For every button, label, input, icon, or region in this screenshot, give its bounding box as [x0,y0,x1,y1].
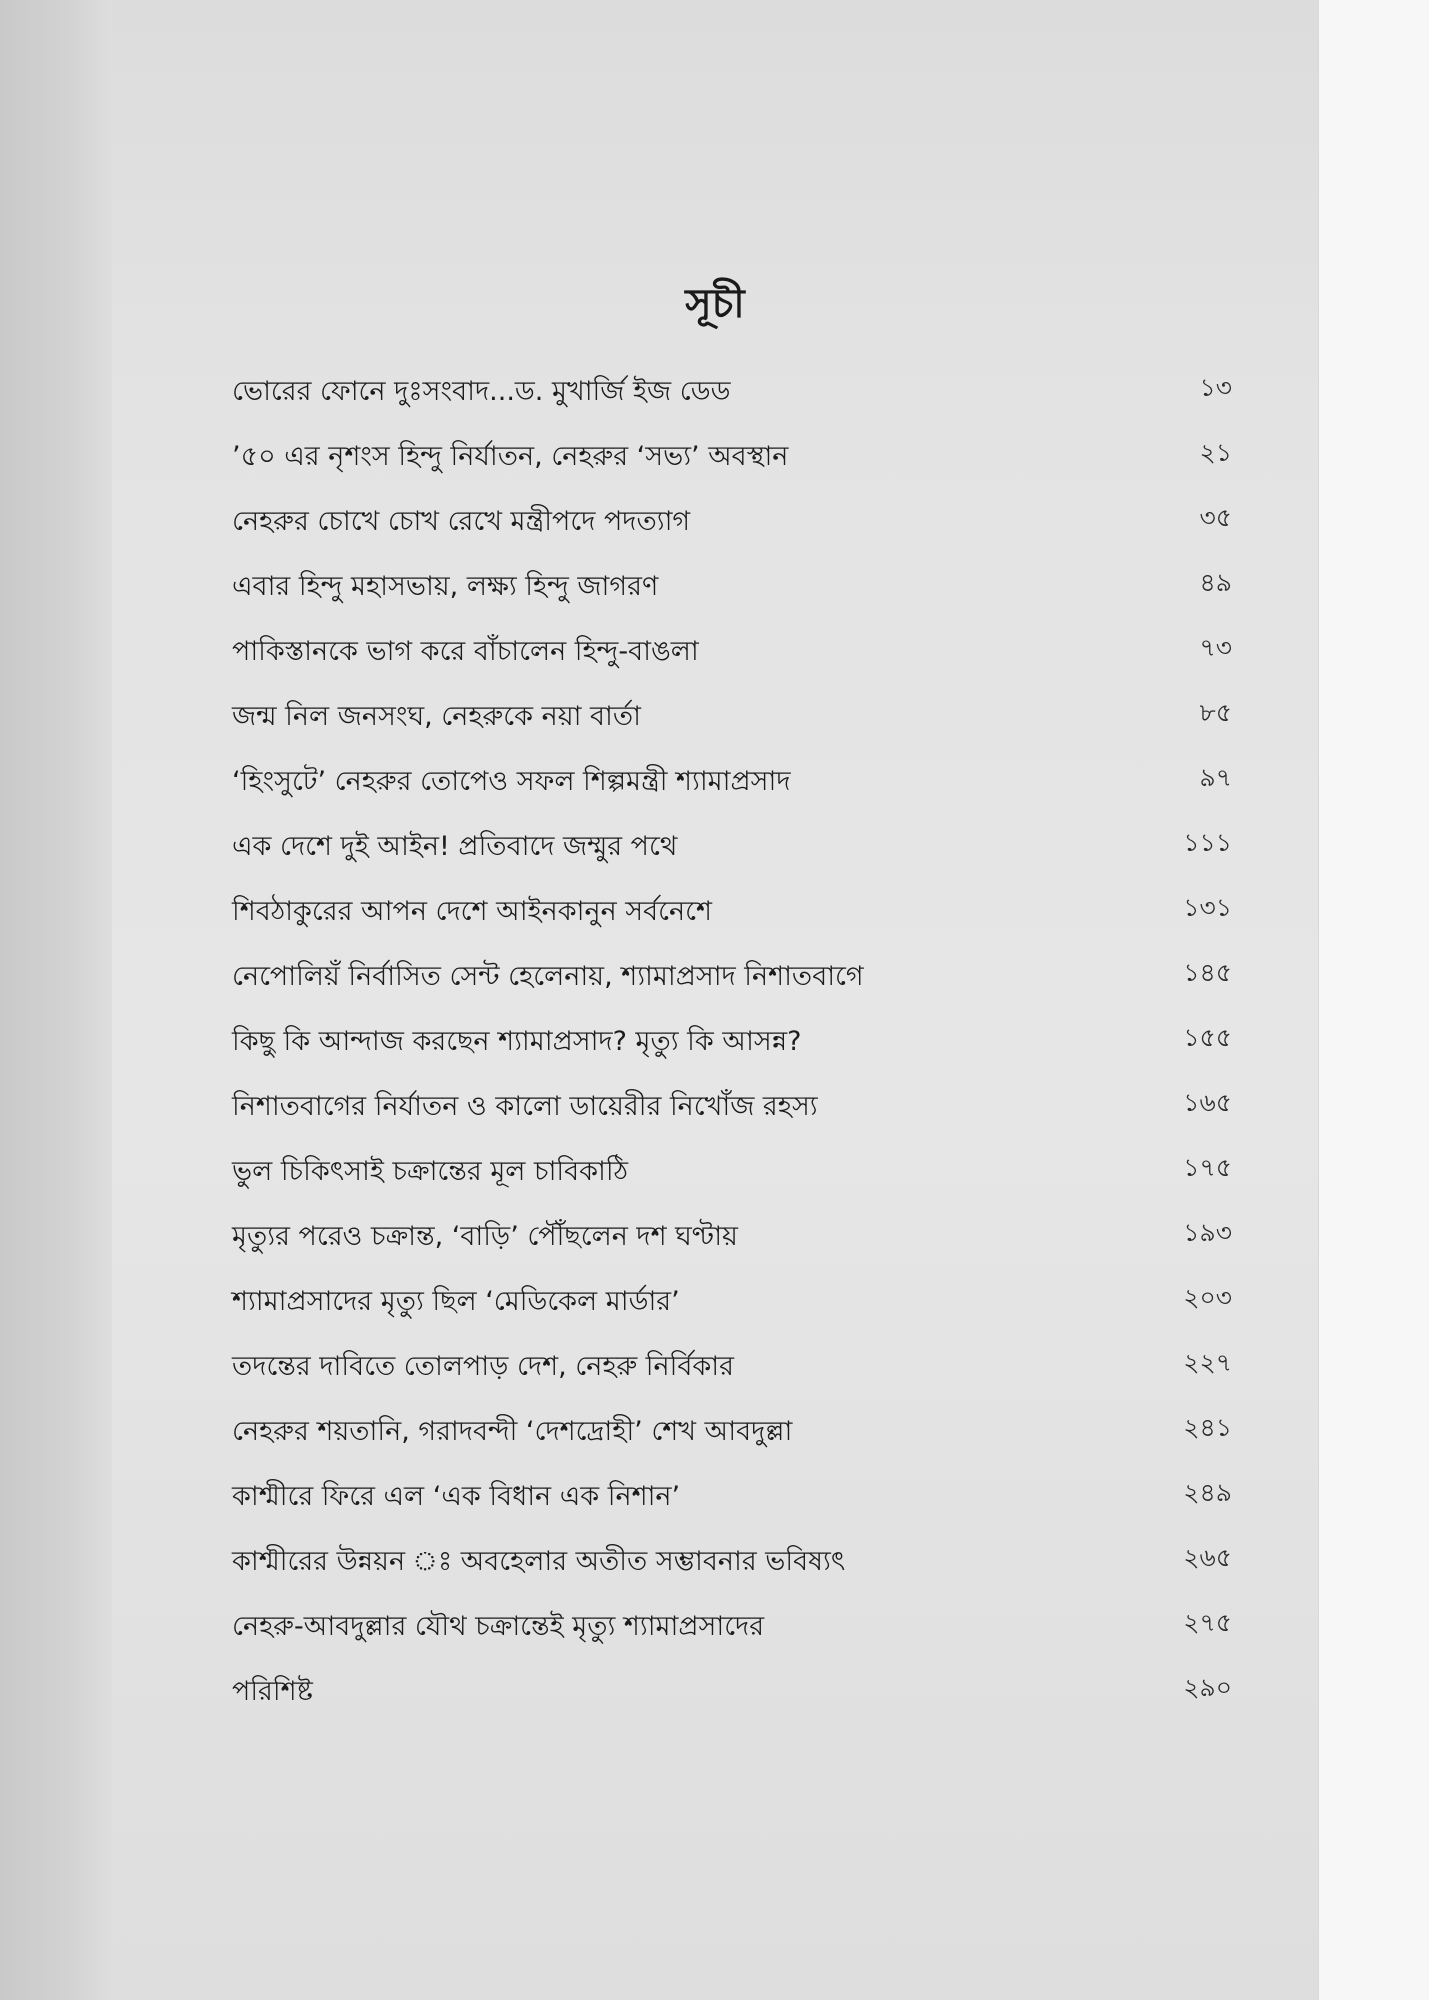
book-page [112,0,1318,2000]
toc-entry [232,567,1232,632]
toc-entry-title: ভোরের ফোনে দুঃসংবাদ...ড. মুখার্জি ইজ ডেড [232,376,731,407]
toc-entry [232,1217,1232,1282]
page-gutter-shadow [0,0,112,2000]
toc-entry-page: ২৯০ [1183,1673,1232,1702]
toc-entry-title: ‘হিংসুটে’ নেহরুর তোপেও সফল শিল্পমন্ত্রী শ্যামাপ্রসাদ [232,766,791,797]
toc-entry-title: ভুল চিকিৎসাই চক্রান্তের মূল চাবিকাঠি [232,1156,629,1187]
toc-entry [232,827,1232,892]
toc-entry-page: ৭৩ [1199,633,1232,662]
toc-entry-title: নেহরুর চোখে চোখ রেখে মন্ত্রীপদে পদত্যাগ [232,506,691,537]
toc-entry [232,697,1232,762]
toc-entry-page: ৩৫ [1199,503,1232,532]
toc-entry-page: ১৬৫ [1183,1088,1232,1117]
toc-entry [232,372,1232,437]
toc-entry-title: ’৫০ এর নৃশংস হিন্দু নির্যাতন, নেহরুর ‘সভ্য’ অবস্থান [232,441,789,472]
toc-entry-page: ২২৭ [1183,1348,1232,1377]
toc-entry-title: নেহরুর শয়তানি, গরাদবন্দী ‘দেশদ্রোহী’ শেখ আবদুল্লা [232,1416,793,1447]
toc-entry-page: ১৯৩ [1183,1218,1232,1247]
toc-entry-title: জন্ম নিল জনসংঘ, নেহরুকে নয়া বার্তা [232,701,641,732]
toc-entry-title: শিবঠাকুরের আপন দেশে আইনকানুন সর্বনেশে [232,896,712,927]
toc-entry [232,1087,1232,1152]
toc-entry-page: ১৩ [1199,373,1232,402]
toc-entry [232,1477,1232,1542]
toc-entry-title: পরিশিষ্ট [232,1676,313,1707]
toc-entry-page: ২০৩ [1183,1283,1232,1312]
toc-entry-page: ২৭৫ [1183,1608,1232,1637]
toc-entry-page: ১১১ [1183,828,1232,857]
toc-entry-title: এবার হিন্দু মহাসভায়, লক্ষ্য হিন্দু জাগরণ [232,571,659,602]
toc-entry [232,437,1232,502]
toc-entry-page: ১৪৫ [1183,958,1232,987]
toc-entry-title: তদন্তের দাবিতে তোলপাড় দেশ, নেহরু নির্বিকার [232,1351,734,1382]
toc-entry [232,1282,1232,1347]
toc-entry-page: ১৫৫ [1183,1023,1232,1052]
toc-entry [232,1672,1232,1737]
page-title: সূচী [685,281,745,327]
toc-entry-page: ২৬৫ [1183,1543,1232,1572]
toc-entry-page: ২৪৯ [1183,1478,1232,1507]
toc-entry-page: ২১ [1199,438,1232,467]
toc-entry-title: শ্যামাপ্রসাদের মৃত্যু ছিল ‘মেডিকেল মার্ডার’ [232,1286,680,1317]
toc-entry-page: ১৩১ [1183,893,1232,922]
page-background-margin [1318,0,1429,2000]
toc-entry-title: কিছু কি আন্দাজ করছেন শ্যামাপ্রসাদ? মৃত্যু কি আসন্ন? [232,1026,802,1057]
toc-entry [232,957,1232,1022]
toc-entry [232,1152,1232,1217]
toc-entry-page: ১৭৫ [1183,1153,1232,1182]
toc-entry-page: ৯৭ [1199,763,1232,792]
toc-entry-page: ৪৯ [1199,568,1232,597]
toc-entry [232,1022,1232,1087]
toc-entry [232,1347,1232,1412]
toc-entry [232,502,1232,567]
toc-entry-page: ২৪১ [1183,1413,1232,1442]
toc-entry-title: নেপোলিয়ঁ নির্বাসিত সেন্ট হেলেনায়, শ্যামাপ্রসাদ নিশাতবাগে [232,961,864,992]
toc-entry [232,1412,1232,1477]
toc-entry-title: নিশাতবাগের নির্যাতন ও কালো ডায়েরীর নিখোঁজ রহস্য [232,1091,818,1122]
table-of-contents [232,372,1232,1737]
toc-entry-title: পাকিস্তানকে ভাগ করে বাঁচালেন হিন্দু-বাঙলা [232,636,699,667]
toc-entry-title: মৃত্যুর পরেও চক্রান্ত, ‘বাড়ি’ পৌঁছলেন দশ ঘণ্টায় [232,1221,738,1252]
toc-entry [232,762,1232,827]
toc-entry-title: এক দেশে দুই আইন! প্রতিবাদে জম্মুর পথে [232,831,678,862]
toc-entry [232,892,1232,957]
toc-entry [232,1607,1232,1672]
toc-entry-title: কাশ্মীরের উন্নয়ন ঃ অবহেলার অতীত সম্ভাবনার ভবিষ্যৎ [232,1546,846,1577]
toc-entry-page: ৮৫ [1199,698,1232,727]
toc-entry-title: নেহরু-আবদুল্লার যৌথ চক্রান্তেই মৃত্যু শ্যামাপ্রসাদের [232,1611,765,1642]
toc-entry [232,1542,1232,1607]
toc-entry [232,632,1232,697]
toc-entry-title: কাশ্মীরে ফিরে এল ‘এক বিধান এক নিশান’ [232,1481,681,1512]
